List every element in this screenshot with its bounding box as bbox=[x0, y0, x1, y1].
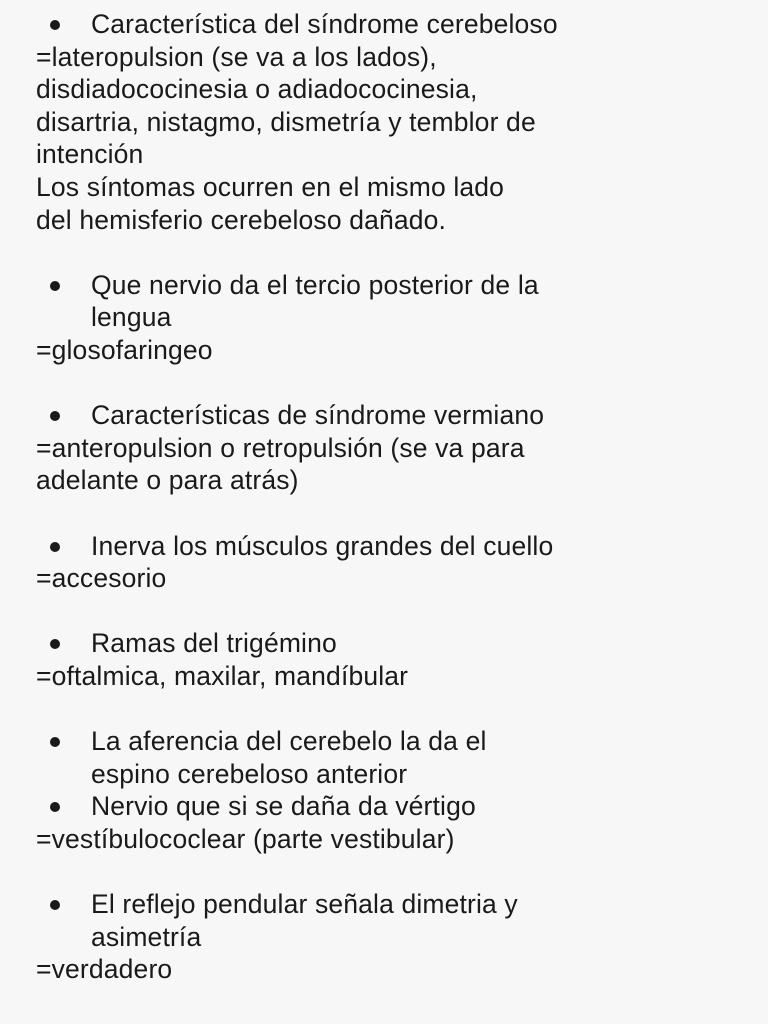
note-answer bbox=[36, 432, 728, 497]
note-question bbox=[36, 8, 728, 41]
note-answer bbox=[36, 334, 728, 367]
note-answer bbox=[36, 953, 728, 986]
note-question bbox=[36, 269, 728, 334]
answer-line: intención bbox=[36, 139, 144, 170]
answer-line: =lateropulsion (se va a los lados), bbox=[36, 41, 437, 72]
note-answer bbox=[36, 660, 728, 693]
note-question bbox=[36, 627, 728, 660]
note-item-8 bbox=[36, 888, 728, 986]
note-question bbox=[36, 530, 728, 563]
question-line: Características de síndrome vermiano bbox=[91, 400, 545, 431]
question-line: Inerva los músculos grandes del cuello bbox=[91, 530, 554, 561]
note-answer bbox=[36, 562, 728, 595]
note-item-7 bbox=[36, 790, 728, 855]
answer-line: disartria, nistagmo, dismetría y temblor de bbox=[36, 106, 536, 137]
answer-line: =glosofaringeo bbox=[36, 334, 213, 365]
question-line: Característica del síndrome cerebeloso bbox=[91, 9, 558, 39]
bullet-icon bbox=[50, 20, 60, 30]
bullet-icon bbox=[50, 900, 60, 910]
note-item-6 bbox=[36, 725, 728, 790]
question-line: Nervio que si se daña da vértigo bbox=[91, 791, 476, 822]
note-item-3 bbox=[36, 399, 728, 497]
answer-line: Los síntomas ocurren en el mismo lado bbox=[36, 171, 505, 202]
question-line: La aferencia del cerebelo la da el bbox=[91, 726, 487, 757]
note-item-1 bbox=[36, 8, 728, 236]
question-line: espino cerebeloso anterior bbox=[91, 758, 408, 789]
answer-line: disdiadococinesia o adiadococinesia, bbox=[36, 74, 478, 105]
question-line: Que nervio da el tercio posterior de la bbox=[91, 269, 539, 300]
note-answer bbox=[36, 823, 728, 856]
note-answer bbox=[36, 41, 728, 237]
note-question bbox=[36, 888, 728, 953]
note-item-2 bbox=[36, 269, 728, 367]
question-line: El reflejo pendular señala dimetria y bbox=[91, 889, 518, 920]
bullet-icon bbox=[50, 542, 60, 552]
answer-line: =anteropulsion o retropulsión (se va para bbox=[36, 432, 525, 463]
answer-line: =oftalmica, maxilar, mandíbular bbox=[36, 660, 409, 691]
note-question bbox=[36, 725, 728, 790]
question-line: lengua bbox=[91, 302, 172, 333]
question-line: Ramas del trigémino bbox=[91, 628, 337, 659]
bullet-icon bbox=[50, 737, 60, 747]
bullet-icon bbox=[50, 639, 60, 649]
answer-line: =verdadero bbox=[36, 954, 173, 985]
question-line: asimetría bbox=[91, 921, 202, 952]
answer-line: =accesorio bbox=[36, 563, 167, 594]
answer-line: =vestíbulococlear (parte vestibular) bbox=[36, 823, 455, 854]
note-item-4 bbox=[36, 530, 728, 595]
bullet-icon bbox=[50, 281, 60, 291]
answer-line: adelante o para atrás) bbox=[36, 465, 299, 496]
note-question bbox=[36, 399, 728, 432]
answer-line: del hemisferio cerebeloso dañado. bbox=[36, 204, 447, 235]
note-question bbox=[36, 790, 728, 823]
note-item-5 bbox=[36, 627, 728, 692]
bullet-icon bbox=[50, 411, 60, 421]
bullet-icon bbox=[50, 802, 60, 812]
